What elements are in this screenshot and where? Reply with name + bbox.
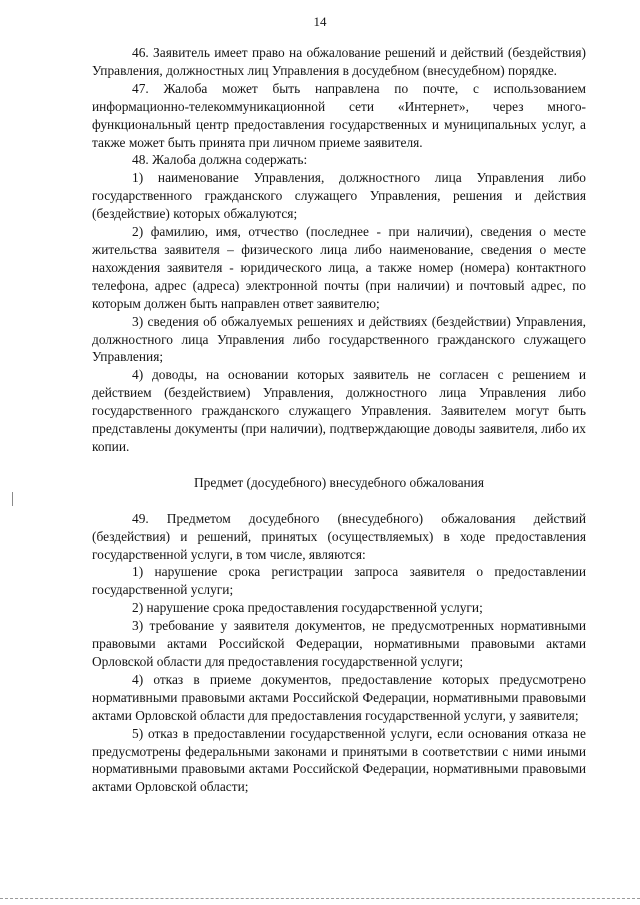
paragraph-48-item-1: 1) наименование Управления, должностного лица Управления либо государственного гражданского служащего Управления, решения и действия (бездействие) которых обжалуются; bbox=[92, 170, 586, 222]
paragraph-48: 48. Жалоба должна содержать: bbox=[132, 152, 308, 168]
paragraph-46: 46. Заявитель имеет право на обжалование решений и действий (бездействия) Управления, должностных лиц Управления в досудебном (внесудебном) порядке. bbox=[92, 45, 586, 78]
paragraph-49-item-3: 3) требование у заявителя документов, не предусмотренных нормативными правовыми актами Российской Федерации, нормативными правовыми актами Орловской области для предоставления государственной услуги; bbox=[92, 618, 586, 669]
scan-bottom-edge bbox=[0, 898, 640, 900]
paragraph-48-item-3: 3) сведения об обжалуемых решениях и действиях (бездействии) Управления, должностного лица Управления либо государственного гражданского служащего Управления; bbox=[92, 313, 586, 365]
paragraph-48-item-4: 4) доводы, на основании которых заявитель не согласен с решением и действием (бездействием) Управления, должностного лица Управления либо государственного гражданского служащего Управления. Заявителем могут быть представлены документы (при наличии), подтверждающие доводы заявителя, либо их копии. bbox=[92, 367, 586, 454]
paragraph-49-item-1: 1) нарушение срока регистрации запроса заявителя о предоставлении государственной услуги; bbox=[92, 564, 586, 598]
section-heading: Предмет (досудебного) внесудебного обжалования bbox=[193, 474, 485, 490]
page-number: 14 bbox=[313, 14, 327, 29]
paragraph-49-item-4: 4) отказ в приеме документов, предоставление которых предусмотрено нормативными правовыми актами Российской Федерации, нормативными правовыми актами Орловской области для предоставления государственной услуги, у заявителя; bbox=[92, 671, 586, 723]
paragraph-49: 49. Предметом досудебного (внесудебного) обжалования действий (бездействия) и решений, принятых (осуществляемых) в ходе предоставления государственной услуги, в том числе, являются: bbox=[92, 510, 586, 562]
document-body bbox=[92, 44, 586, 796]
paragraph-48-item-2: 2) фамилию, имя, отчество (последнее - при наличии), сведения о месте жительства заявителя – физического лица либо наименование, сведения о месте нахождения заявителя - юридического лица, а также номер (номера) контактного телефона, адрес (адреса) электронной почты (при наличии) и почтовый адрес, по которым должен быть направлен ответ заявителю; bbox=[92, 224, 586, 311]
scan-margin-mark bbox=[12, 492, 13, 506]
paragraph-49-item-2: 2) нарушение срока предоставления государственной услуги; bbox=[132, 600, 483, 616]
paragraph-47: 47. Жалоба может быть направлена по почте, с использованием информационно-телекоммуникационной сети «Интернет», через много-функциональный центр предоставления государственных и муниципальных услуг, а также может быть принята при личном приеме заявителя. bbox=[92, 80, 586, 150]
paragraph-49-item-5: 5) отказ в предоставлении государственной услуги, если основания отказа не предусмотрены федеральными законами и принятыми в соответствии с ними иными нормативными правовыми актами Российской Федерации, нормативными правовыми актами Орловской области; bbox=[92, 725, 586, 795]
